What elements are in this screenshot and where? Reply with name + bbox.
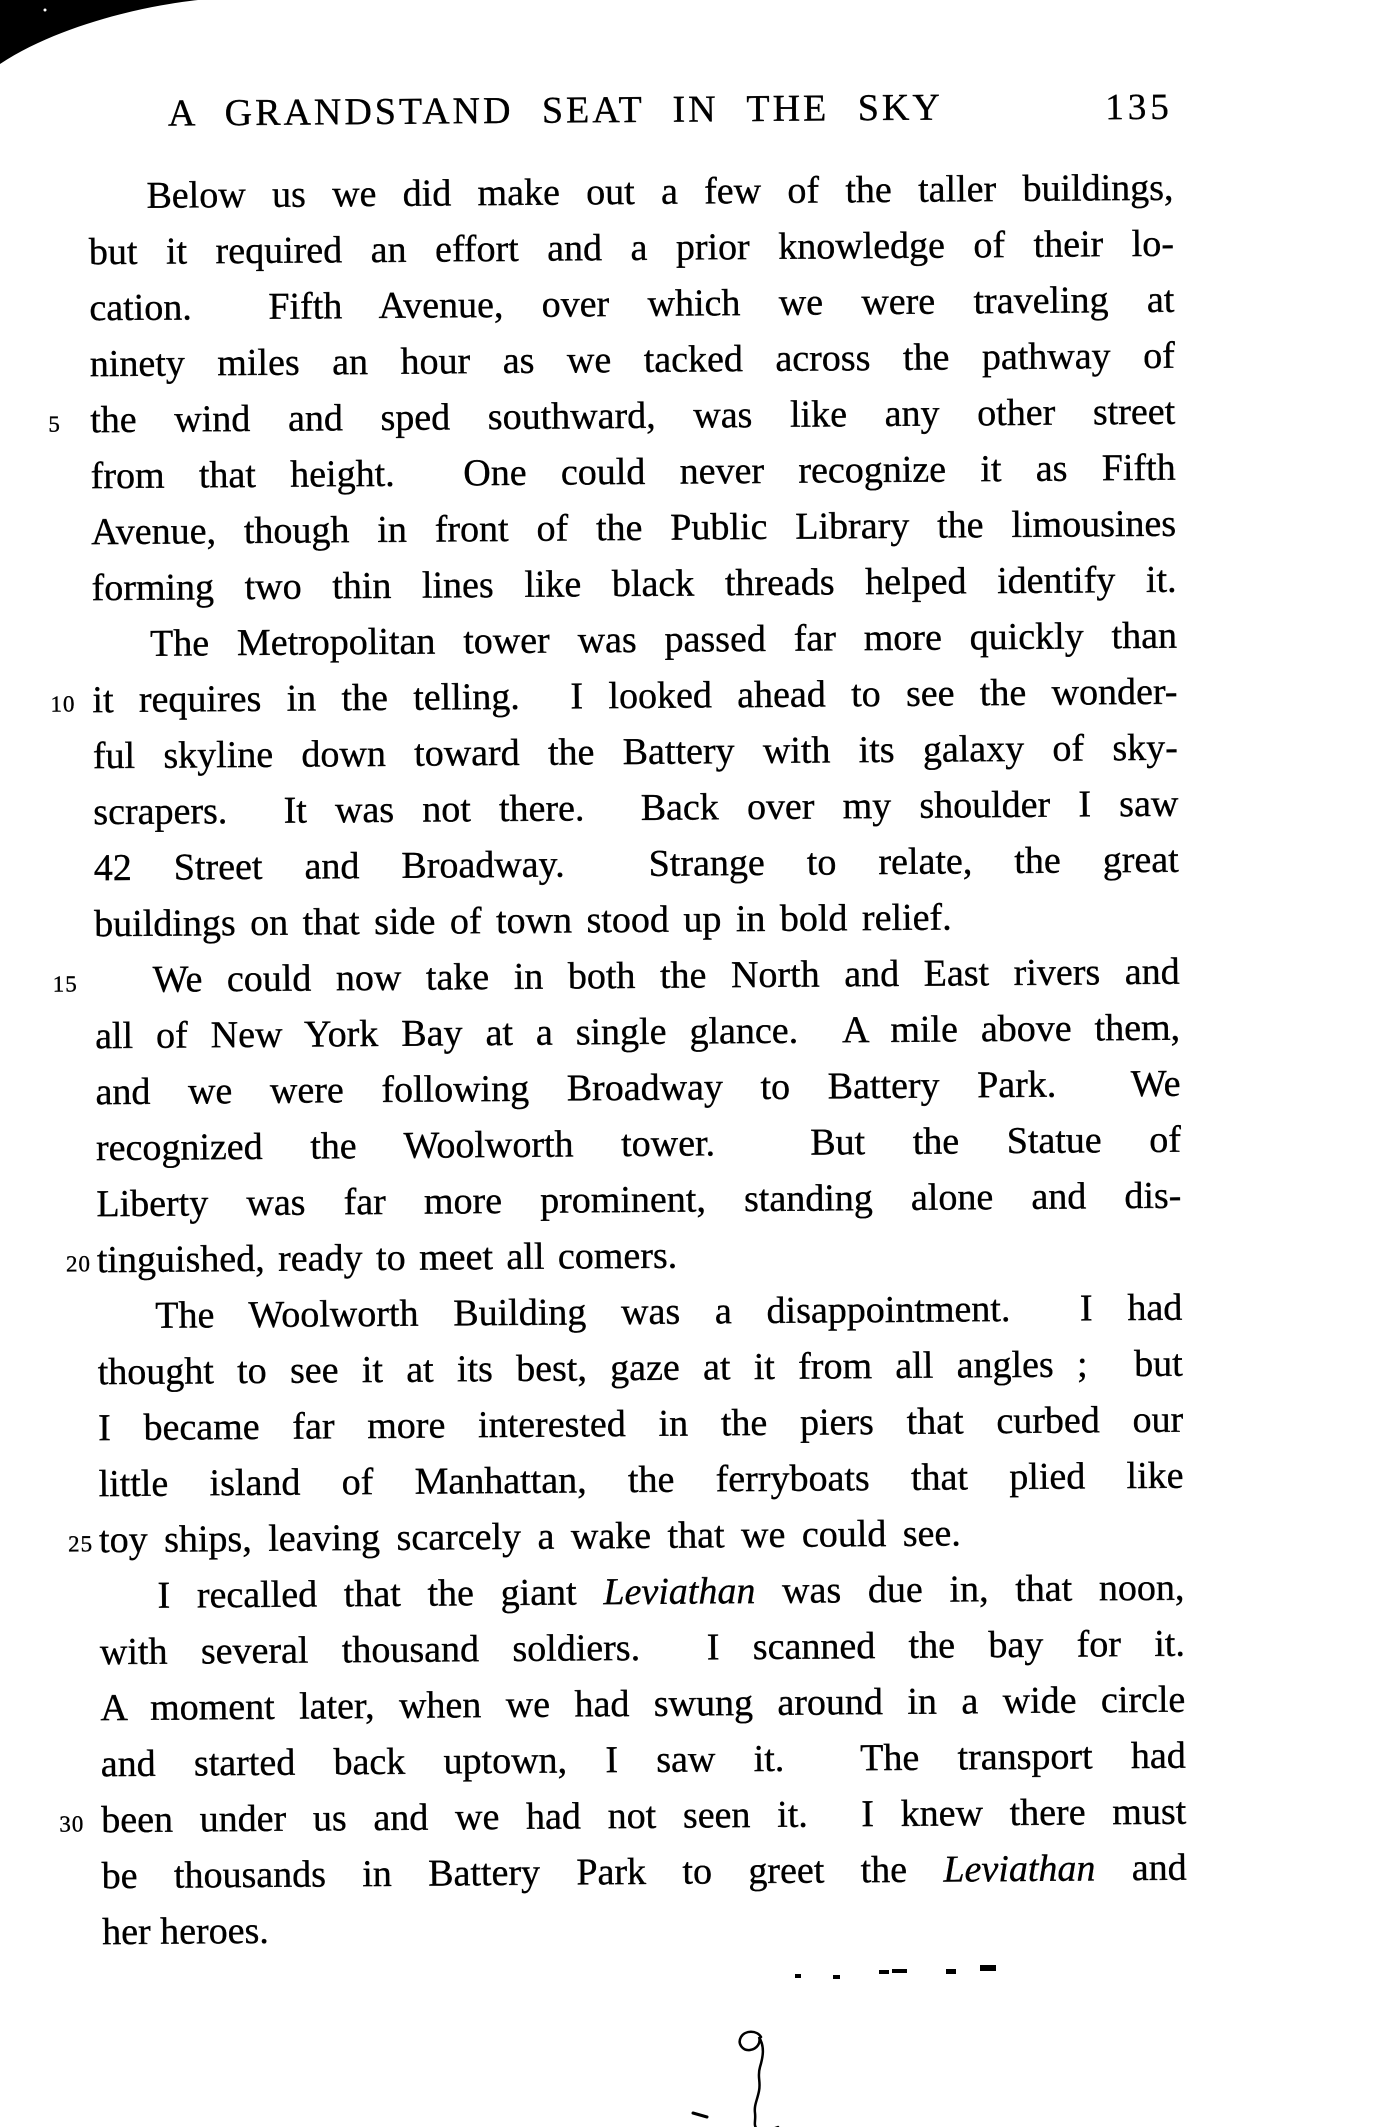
text-segment: tinguished, ready to meet all comers.: [96, 1234, 678, 1282]
text-segment: from that height. One could never recognize it as Fifth: [90, 446, 1176, 498]
text-segment: ninety miles an hour as we tacked across the pathway of: [89, 334, 1175, 386]
text-segment: I recalled that the giant: [157, 1571, 604, 1617]
text-segment: ful skyline down toward the Battery with its galaxy of sky-: [92, 726, 1179, 778]
text-segment: her heroes.: [101, 1909, 269, 1954]
text-segment: be thousands in Battery Park to greet the: [101, 1848, 944, 1898]
margin-line-number: 10: [50, 691, 76, 717]
text-segment: and we were following Broadway to Battery Park. We: [95, 1062, 1181, 1114]
text-segment: Below us we did make out a few of the taller buildings,: [146, 166, 1174, 217]
text-segment: thought to see it at its best, gaze at it from all angles ; but: [97, 1342, 1183, 1394]
text-segment: was due in, that noon,: [755, 1566, 1185, 1613]
text-segment: I became far more interested in the piers that curbed our: [98, 1398, 1184, 1450]
text-segment: Liberty was far more prominent, standing alone and dis-: [96, 1174, 1182, 1226]
text-segment: it requires in the telling. I looked ahead to see the wonder-: [92, 670, 1178, 722]
margin-line-number: 5: [48, 411, 61, 437]
text-segment: forming two thin lines like black threads helped identify it.: [91, 558, 1177, 610]
text-segment: with several thousand soldiers. I scanned the bay for it.: [99, 1622, 1186, 1674]
text-segment: cation. Fifth Avenue, over which we were traveling at: [89, 278, 1175, 330]
text-segment: and: [1095, 1846, 1187, 1890]
text-segment: but it required an effort and a prior knowledge of their lo-: [88, 222, 1175, 274]
pen-squiggle: [693, 2032, 778, 2127]
margin-line-number: 30: [59, 1811, 85, 1837]
text-segment: The Metropolitan tower was passed far more quickly than: [149, 614, 1178, 665]
margin-line-number: 15: [52, 971, 78, 997]
text-segment: 42 Street and Broadway. Strange to relate, the great: [93, 838, 1179, 890]
text-segment: toy ships, leaving scarcely a wake that we could see.: [98, 1512, 961, 1562]
page-number: 135: [1105, 86, 1173, 129]
running-title: A GRANDSTAND SEAT IN THE SKY: [167, 86, 943, 135]
text-segment: scrapers. It was not there. Back over my shoulder I saw: [93, 782, 1179, 834]
text-segment: We could now take in both the North and East rivers and: [152, 950, 1180, 1001]
text-segment: The Woolworth Building was a disappointment. I had: [155, 1286, 1183, 1337]
margin-line-number: 20: [65, 1251, 91, 1277]
text-segment: recognized the Woolworth tower. But the Statue of: [95, 1118, 1182, 1170]
text-segment: been under us and we had not seen it. I knew there must: [101, 1790, 1187, 1842]
ship-name-italic: Leviathan: [603, 1570, 756, 1614]
text-segment: the wind and sped southward, was like any other street: [90, 390, 1176, 442]
ink-dash-row: [795, 1965, 996, 1979]
text-segment: little island of Manhattan, the ferryboats that plied like: [98, 1454, 1184, 1506]
text-segment: A moment later, when we had swung around in a wide circle: [100, 1678, 1186, 1730]
text-segment: all of New York Bay at a single glance. A mile above them,: [94, 1006, 1181, 1058]
text-segment: buildings on that side of town stood up in bold relief.: [94, 896, 952, 946]
ship-name-italic: Leviathan: [943, 1847, 1096, 1891]
margin-line-number: 25: [67, 1531, 94, 1557]
text-segment: Avenue, though in front of the Public Library the limousines: [90, 502, 1177, 554]
text-segment: and started back uptown, I saw it. The transport had: [100, 1734, 1186, 1786]
